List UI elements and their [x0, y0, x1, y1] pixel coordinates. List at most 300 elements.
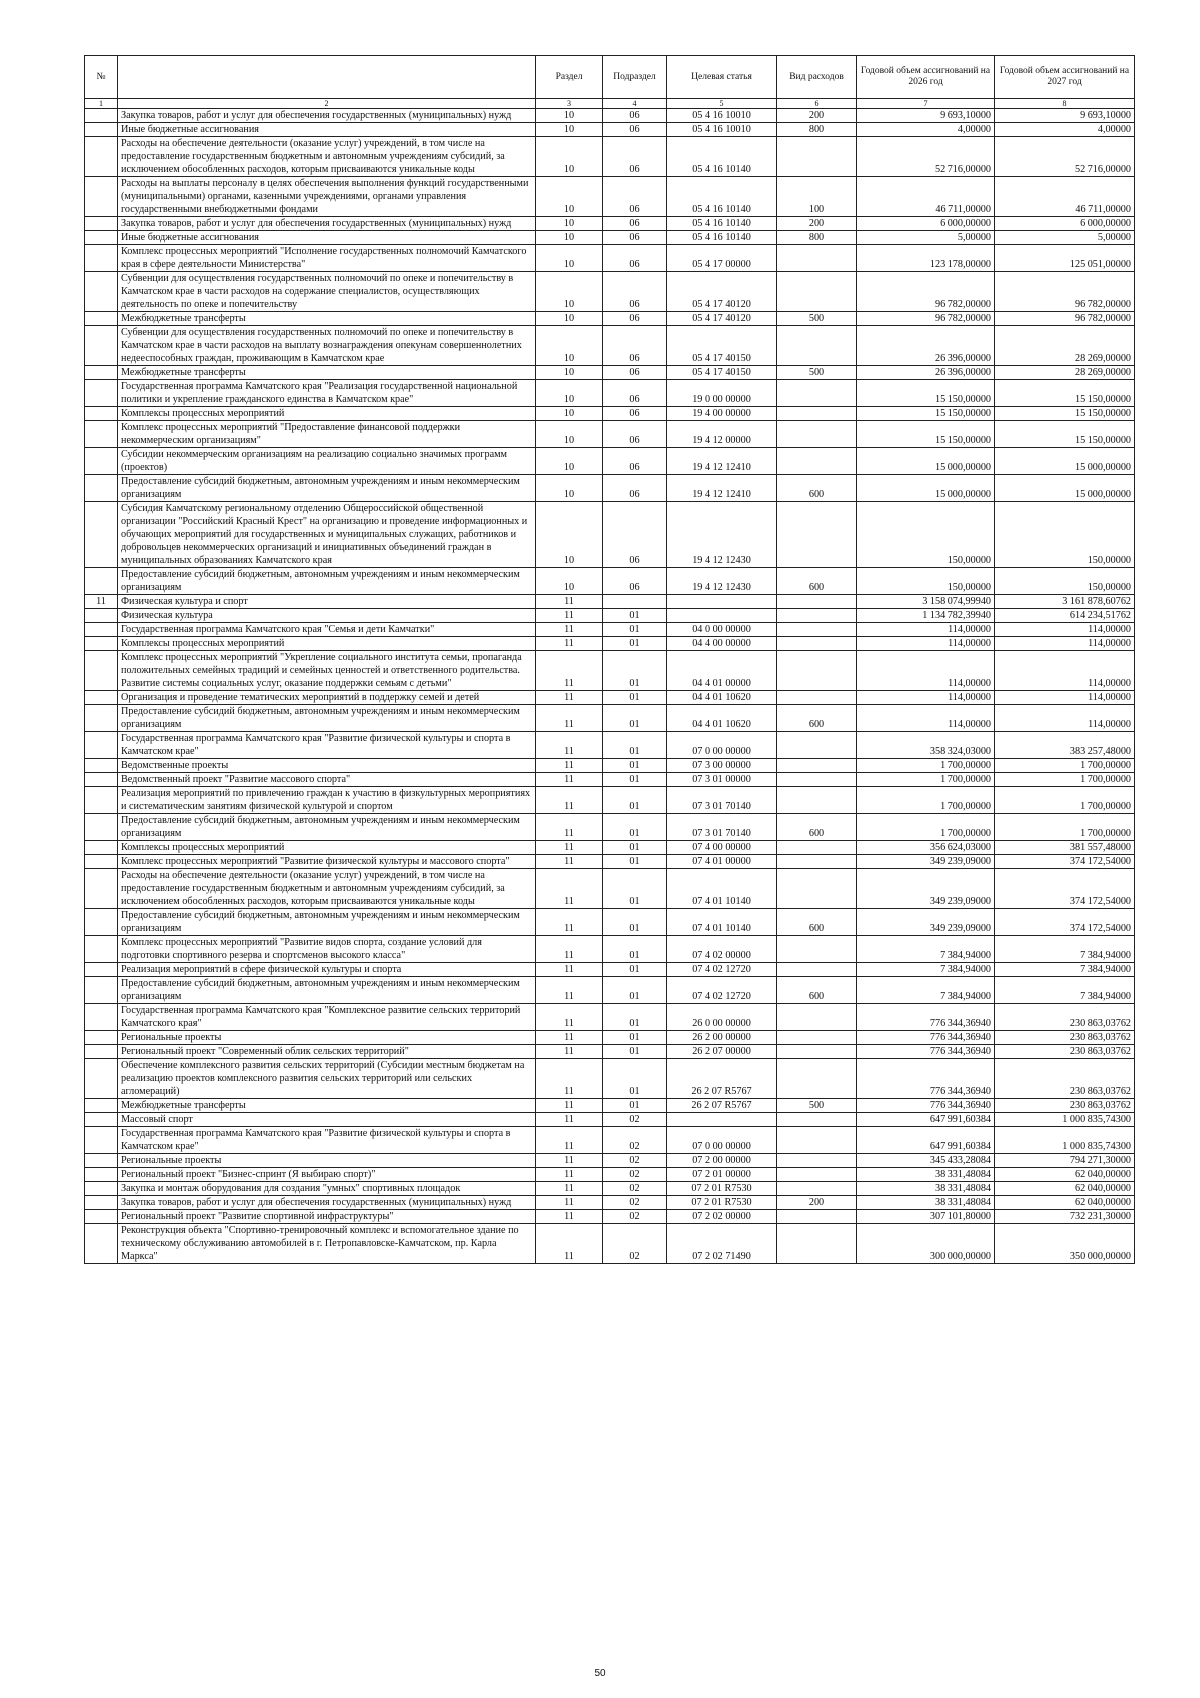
row-expense-type	[777, 326, 857, 366]
row-subsection: 01	[603, 841, 667, 855]
row-volume-2026: 1 700,00000	[857, 787, 995, 814]
row-number	[85, 1127, 118, 1154]
row-name: Комплекс процессных мероприятий "Развитие видов спорта, создание условий для подготовки спортивного резерва и спортсменов высокого класса"	[118, 936, 536, 963]
row-subsection: 01	[603, 787, 667, 814]
row-name: Государственная программа Камчатского края "Реализация государственной национальной политики и укрепление гражданского единства в Камчатском крае"	[118, 380, 536, 407]
table-row	[85, 909, 1135, 936]
table-row	[85, 595, 1135, 609]
row-section: 10	[536, 217, 603, 231]
row-volume-2026: 114,00000	[857, 637, 995, 651]
row-section: 11	[536, 1127, 603, 1154]
row-volume-2026: 356 624,03000	[857, 841, 995, 855]
header-number-row	[85, 99, 1135, 109]
row-subsection: 01	[603, 732, 667, 759]
row-number	[85, 1224, 118, 1264]
row-number	[85, 137, 118, 177]
row-number	[85, 705, 118, 732]
row-volume-2026: 9 693,10000	[857, 109, 995, 123]
row-section: 10	[536, 109, 603, 123]
table-row	[85, 1168, 1135, 1182]
row-number	[85, 1045, 118, 1059]
row-section: 11	[536, 705, 603, 732]
row-section: 10	[536, 448, 603, 475]
row-number	[85, 245, 118, 272]
row-subsection: 01	[603, 773, 667, 787]
row-number	[85, 759, 118, 773]
row-volume-2026: 647 991,60384	[857, 1127, 995, 1154]
row-volume-2026: 114,00000	[857, 691, 995, 705]
row-subsection: 02	[603, 1127, 667, 1154]
row-section: 11	[536, 651, 603, 691]
row-volume-2027: 1 700,00000	[995, 759, 1135, 773]
row-volume-2027: 732 231,30000	[995, 1210, 1135, 1224]
row-name: Предоставление субсидий бюджетным, автономным учреждениям и иным некоммерческим организациям	[118, 977, 536, 1004]
row-number	[85, 123, 118, 137]
row-target-article: 07 0 00 00000	[667, 732, 777, 759]
row-volume-2027: 1 000 835,74300	[995, 1113, 1135, 1127]
table-row	[85, 1210, 1135, 1224]
row-target-article: 26 2 00 00000	[667, 1031, 777, 1045]
row-section: 11	[536, 595, 603, 609]
row-volume-2026: 38 331,48084	[857, 1182, 995, 1196]
row-name: Государственная программа Камчатского края "Комплексное развитие сельских территорий Камчатского края"	[118, 1004, 536, 1031]
row-volume-2027: 114,00000	[995, 705, 1135, 732]
col-index: 5	[667, 99, 777, 109]
row-volume-2027: 15 150,00000	[995, 421, 1135, 448]
row-target-article: 19 0 00 00000	[667, 380, 777, 407]
row-volume-2027: 15 000,00000	[995, 475, 1135, 502]
row-name: Межбюджетные трансферты	[118, 1099, 536, 1113]
row-number	[85, 407, 118, 421]
row-volume-2027: 15 150,00000	[995, 380, 1135, 407]
row-expense-type	[777, 963, 857, 977]
row-expense-type	[777, 448, 857, 475]
table-row	[85, 231, 1135, 245]
row-volume-2026: 776 344,36940	[857, 1099, 995, 1113]
col-header-volume-2026: Годовой объем ассигнований на 2026 год	[857, 56, 995, 99]
row-subsection: 02	[603, 1182, 667, 1196]
table-row	[85, 137, 1135, 177]
row-expense-type	[777, 637, 857, 651]
row-subsection: 01	[603, 1059, 667, 1099]
row-volume-2026: 15 000,00000	[857, 448, 995, 475]
row-volume-2027: 125 051,00000	[995, 245, 1135, 272]
row-volume-2026: 96 782,00000	[857, 312, 995, 326]
row-number	[85, 1182, 118, 1196]
row-name: Государственная программа Камчатского края "Развитие физической культуры и спорта в Камчатском крае"	[118, 1127, 536, 1154]
row-volume-2027: 7 384,94000	[995, 936, 1135, 963]
row-volume-2026: 15 150,00000	[857, 421, 995, 448]
row-section: 11	[536, 963, 603, 977]
table-row	[85, 1127, 1135, 1154]
row-volume-2026: 349 239,09000	[857, 909, 995, 936]
row-target-article: 26 2 07 00000	[667, 1045, 777, 1059]
row-name: Предоставление субсидий бюджетным, автономным учреждениям и иным некоммерческим организациям	[118, 475, 536, 502]
row-section: 11	[536, 1113, 603, 1127]
row-name: Физическая культура	[118, 609, 536, 623]
row-target-article: 05 4 16 10010	[667, 123, 777, 137]
row-target-article	[667, 595, 777, 609]
row-expense-type: 600	[777, 909, 857, 936]
row-section: 11	[536, 841, 603, 855]
table-row	[85, 1045, 1135, 1059]
row-expense-type	[777, 609, 857, 623]
row-number	[85, 869, 118, 909]
row-target-article: 07 2 01 00000	[667, 1168, 777, 1182]
row-target-article: 04 4 01 10620	[667, 705, 777, 732]
row-volume-2027: 150,00000	[995, 502, 1135, 568]
row-number	[85, 1168, 118, 1182]
row-expense-type	[777, 855, 857, 869]
row-section: 10	[536, 123, 603, 137]
row-expense-type	[777, 595, 857, 609]
row-subsection: 01	[603, 936, 667, 963]
row-subsection: 02	[603, 1210, 667, 1224]
row-name: Субвенции для осуществления государственных полномочий по опеке и попечительству в Камчатском крае в части расходов на содержание специалистов, осуществляющих деятельность по опеке и попечительству	[118, 272, 536, 312]
row-target-article: 26 0 00 00000	[667, 1004, 777, 1031]
row-expense-type	[777, 1182, 857, 1196]
row-expense-type	[777, 651, 857, 691]
table-row	[85, 568, 1135, 595]
row-volume-2026: 345 433,28084	[857, 1154, 995, 1168]
row-expense-type	[777, 1004, 857, 1031]
row-section: 11	[536, 1182, 603, 1196]
row-volume-2027: 114,00000	[995, 637, 1135, 651]
row-expense-type	[777, 1210, 857, 1224]
row-number	[85, 109, 118, 123]
row-expense-type: 600	[777, 814, 857, 841]
row-name: Расходы на обеспечение деятельности (оказание услуг) учреждений, в том числе на предоставление государственным бюджетным и автономным учреждениям субсидий, за исключением обособленных расходов, которым присваиваются уникальные коды	[118, 869, 536, 909]
col-index: 7	[857, 99, 995, 109]
row-target-article: 07 2 02 71490	[667, 1224, 777, 1264]
row-volume-2026: 38 331,48084	[857, 1196, 995, 1210]
row-subsection: 06	[603, 407, 667, 421]
table-row	[85, 448, 1135, 475]
row-expense-type: 800	[777, 123, 857, 137]
row-volume-2026: 349 239,09000	[857, 869, 995, 909]
row-subsection: 06	[603, 312, 667, 326]
row-target-article: 04 0 00 00000	[667, 623, 777, 637]
row-volume-2026: 3 158 074,99940	[857, 595, 995, 609]
row-subsection: 02	[603, 1224, 667, 1264]
row-number	[85, 841, 118, 855]
row-name: Иные бюджетные ассигнования	[118, 123, 536, 137]
row-volume-2027: 52 716,00000	[995, 137, 1135, 177]
row-volume-2027: 374 172,54000	[995, 855, 1135, 869]
row-name: Расходы на выплаты персоналу в целях обеспечения выполнения функций государственными (муниципальными) органами, казенными учреждениями, органами управления государственными внебюджетными фондами	[118, 177, 536, 217]
row-number	[85, 691, 118, 705]
row-subsection: 01	[603, 869, 667, 909]
row-expense-type: 500	[777, 312, 857, 326]
row-name: Комплекс процессных мероприятий "Развитие физической культуры и массового спорта"	[118, 855, 536, 869]
col-index: 4	[603, 99, 667, 109]
row-expense-type	[777, 1168, 857, 1182]
row-number	[85, 231, 118, 245]
row-name: Закупка товаров, работ и услуг для обеспечения государственных (муниципальных) нужд	[118, 1196, 536, 1210]
row-volume-2027: 230 863,03762	[995, 1059, 1135, 1099]
row-subsection: 06	[603, 475, 667, 502]
table-row	[85, 759, 1135, 773]
row-subsection: 06	[603, 568, 667, 595]
row-volume-2027: 3 161 878,60762	[995, 595, 1135, 609]
row-volume-2027: 150,00000	[995, 568, 1135, 595]
row-target-article: 07 4 01 10140	[667, 869, 777, 909]
row-name: Субвенции для осуществления государственных полномочий по опеке и попечительству в Камчатском крае в части расходов на выплату вознаграждения опекунам совершеннолетних недееспособных граждан, проживающим в Камчатском крае	[118, 326, 536, 366]
table-row	[85, 217, 1135, 231]
row-name: Предоставление субсидий бюджетным, автономным учреждениям и иным некоммерческим организациям	[118, 705, 536, 732]
row-target-article: 07 4 02 12720	[667, 963, 777, 977]
row-section: 11	[536, 609, 603, 623]
col-index: 1	[85, 99, 118, 109]
row-target-article: 07 3 01 70140	[667, 814, 777, 841]
table-row	[85, 787, 1135, 814]
row-expense-type: 200	[777, 217, 857, 231]
row-number	[85, 1113, 118, 1127]
row-expense-type	[777, 245, 857, 272]
row-target-article: 05 4 17 40120	[667, 272, 777, 312]
table-row	[85, 977, 1135, 1004]
row-section: 11	[536, 787, 603, 814]
row-volume-2026: 1 134 782,39940	[857, 609, 995, 623]
row-number	[85, 1059, 118, 1099]
row-volume-2027: 1 000 835,74300	[995, 1127, 1135, 1154]
row-volume-2026: 150,00000	[857, 502, 995, 568]
row-volume-2026: 96 782,00000	[857, 272, 995, 312]
col-header-expense-type: Вид расходов	[777, 56, 857, 99]
row-expense-type	[777, 137, 857, 177]
budget-table-sheet	[84, 55, 1134, 1264]
row-subsection: 06	[603, 245, 667, 272]
row-section: 11	[536, 909, 603, 936]
row-volume-2026: 307 101,80000	[857, 1210, 995, 1224]
row-volume-2026: 349 239,09000	[857, 855, 995, 869]
row-section: 11	[536, 1004, 603, 1031]
row-number	[85, 936, 118, 963]
row-volume-2026: 15 000,00000	[857, 475, 995, 502]
row-section: 11	[536, 977, 603, 1004]
row-subsection: 01	[603, 691, 667, 705]
row-target-article: 05 4 17 40150	[667, 326, 777, 366]
row-target-article	[667, 1113, 777, 1127]
table-row	[85, 1031, 1135, 1045]
table-row	[85, 691, 1135, 705]
table-row	[85, 177, 1135, 217]
table-row	[85, 1224, 1135, 1264]
row-volume-2026: 7 384,94000	[857, 977, 995, 1004]
table-row	[85, 609, 1135, 623]
row-target-article: 19 4 12 12410	[667, 448, 777, 475]
row-number	[85, 502, 118, 568]
row-target-article: 19 4 12 00000	[667, 421, 777, 448]
row-name: Региональный проект "Развитие спортивной инфраструктуры"	[118, 1210, 536, 1224]
row-section: 10	[536, 502, 603, 568]
row-expense-type	[777, 691, 857, 705]
row-name: Предоставление субсидий бюджетным, автономным учреждениям и иным некоммерческим организациям	[118, 909, 536, 936]
row-subsection: 06	[603, 177, 667, 217]
row-volume-2026: 150,00000	[857, 568, 995, 595]
row-volume-2026: 7 384,94000	[857, 963, 995, 977]
col-header-name	[118, 56, 536, 99]
row-volume-2026: 114,00000	[857, 651, 995, 691]
row-volume-2026: 776 344,36940	[857, 1031, 995, 1045]
row-name: Реконструкция объекта "Спортивно-тренировочный комплекс и вспомогательное здание по техническому обслуживанию автомобилей в г. Петропавловске-Камчатском, пр. Карла Маркса"	[118, 1224, 536, 1264]
row-section: 10	[536, 326, 603, 366]
row-expense-type	[777, 1059, 857, 1099]
table-row	[85, 502, 1135, 568]
row-target-article: 05 4 16 10140	[667, 217, 777, 231]
row-target-article: 07 2 02 00000	[667, 1210, 777, 1224]
row-volume-2026: 776 344,36940	[857, 1004, 995, 1031]
row-volume-2026: 52 716,00000	[857, 137, 995, 177]
row-volume-2027: 62 040,00000	[995, 1196, 1135, 1210]
row-subsection: 06	[603, 380, 667, 407]
col-index: 2	[118, 99, 536, 109]
row-volume-2026: 300 000,00000	[857, 1224, 995, 1264]
row-subsection: 01	[603, 759, 667, 773]
row-subsection: 01	[603, 1031, 667, 1045]
table-row	[85, 421, 1135, 448]
row-number	[85, 380, 118, 407]
row-subsection: 06	[603, 326, 667, 366]
row-subsection: 06	[603, 272, 667, 312]
row-name: Иные бюджетные ассигнования	[118, 231, 536, 245]
row-number	[85, 312, 118, 326]
row-number	[85, 326, 118, 366]
row-subsection: 06	[603, 217, 667, 231]
table-row	[85, 1196, 1135, 1210]
row-name: Межбюджетные трансферты	[118, 312, 536, 326]
row-volume-2026: 114,00000	[857, 705, 995, 732]
row-name: Предоставление субсидий бюджетным, автономным учреждениям и иным некоммерческим организациям	[118, 568, 536, 595]
row-number	[85, 475, 118, 502]
row-name: Субсидия Камчатскому региональному отделению Общероссийской общественной организации "Российский Красный Крест" на организацию и проведение информационных и обучающих мероприятий для государственных и муниципальных служащих, работников и добровольцев некоммерческих организаций и инициативных объединений граждан в муниципальных образованиях Камчатского края	[118, 502, 536, 568]
row-number	[85, 448, 118, 475]
row-name: Комплексы процессных мероприятий	[118, 407, 536, 421]
row-section: 10	[536, 568, 603, 595]
row-name: Закупка товаров, работ и услуг для обеспечения государственных (муниципальных) нужд	[118, 217, 536, 231]
row-section: 10	[536, 421, 603, 448]
row-expense-type	[777, 421, 857, 448]
row-target-article: 07 2 01 R7530	[667, 1196, 777, 1210]
table-row	[85, 1059, 1135, 1099]
row-section: 11	[536, 1168, 603, 1182]
row-section: 11	[536, 869, 603, 909]
row-expense-type	[777, 773, 857, 787]
row-number: 11	[85, 595, 118, 609]
row-subsection: 06	[603, 231, 667, 245]
row-name: Расходы на обеспечение деятельности (оказание услуг) учреждений, в том числе на предоставление государственным бюджетным и автономным учреждениям субсидий, за исключением обособленных расходов, которым присваиваются уникальные коды	[118, 137, 536, 177]
table-body	[85, 109, 1135, 1264]
row-expense-type	[777, 1031, 857, 1045]
row-name: Комплекс процессных мероприятий "Исполнение государственных полномочий Камчатского края в сфере деятельности Министерства"	[118, 245, 536, 272]
row-section: 10	[536, 137, 603, 177]
row-target-article: 07 2 00 00000	[667, 1154, 777, 1168]
row-section: 10	[536, 380, 603, 407]
row-number	[85, 609, 118, 623]
row-volume-2026: 114,00000	[857, 623, 995, 637]
row-target-article: 05 4 16 10140	[667, 177, 777, 217]
row-name: Закупка и монтаж оборудования для создания "умных" спортивных площадок	[118, 1182, 536, 1196]
row-number	[85, 568, 118, 595]
row-section: 10	[536, 475, 603, 502]
row-name: Предоставление субсидий бюджетным, автономным учреждениям и иным некоммерческим организациям	[118, 814, 536, 841]
row-volume-2027: 7 384,94000	[995, 977, 1135, 1004]
row-number	[85, 1196, 118, 1210]
row-name: Комплексы процессных мероприятий	[118, 841, 536, 855]
row-number	[85, 366, 118, 380]
row-volume-2027: 28 269,00000	[995, 366, 1135, 380]
row-expense-type	[777, 1154, 857, 1168]
row-target-article: 07 3 01 70140	[667, 787, 777, 814]
row-target-article: 04 4 01 00000	[667, 651, 777, 691]
row-section: 10	[536, 245, 603, 272]
table-row	[85, 1182, 1135, 1196]
row-name: Государственная программа Камчатского края "Развитие физической культуры и спорта в Камчатском крае"	[118, 732, 536, 759]
row-subsection: 02	[603, 1196, 667, 1210]
row-volume-2027: 230 863,03762	[995, 1004, 1135, 1031]
row-number	[85, 421, 118, 448]
row-volume-2027: 794 271,30000	[995, 1154, 1135, 1168]
row-target-article: 07 2 01 R7530	[667, 1182, 777, 1196]
row-subsection: 01	[603, 1004, 667, 1031]
row-volume-2027: 230 863,03762	[995, 1099, 1135, 1113]
row-name: Закупка товаров, работ и услуг для обеспечения государственных (муниципальных) нужд	[118, 109, 536, 123]
row-volume-2027: 46 711,00000	[995, 177, 1135, 217]
row-volume-2027: 1 700,00000	[995, 814, 1135, 841]
row-name: Региональный проект "Бизнес-спринт (Я выбираю спорт)"	[118, 1168, 536, 1182]
table-row	[85, 732, 1135, 759]
row-expense-type	[777, 787, 857, 814]
row-number	[85, 977, 118, 1004]
row-name: Региональные проекты	[118, 1031, 536, 1045]
row-subsection: 01	[603, 609, 667, 623]
row-number	[85, 177, 118, 217]
table-row	[85, 312, 1135, 326]
row-number	[85, 1154, 118, 1168]
row-volume-2026: 647 991,60384	[857, 1113, 995, 1127]
row-target-article: 19 4 00 00000	[667, 407, 777, 421]
row-expense-type: 600	[777, 977, 857, 1004]
row-target-article: 26 2 07 R5767	[667, 1059, 777, 1099]
row-name: Региональные проекты	[118, 1154, 536, 1168]
row-volume-2026: 1 700,00000	[857, 814, 995, 841]
row-subsection: 01	[603, 651, 667, 691]
row-volume-2027: 28 269,00000	[995, 326, 1135, 366]
table-row	[85, 705, 1135, 732]
row-volume-2027: 383 257,48000	[995, 732, 1135, 759]
row-volume-2027: 1 700,00000	[995, 787, 1135, 814]
row-volume-2026: 5,00000	[857, 231, 995, 245]
row-target-article: 07 4 01 10140	[667, 909, 777, 936]
row-volume-2026: 7 384,94000	[857, 936, 995, 963]
row-number	[85, 623, 118, 637]
row-number	[85, 651, 118, 691]
row-expense-type	[777, 1045, 857, 1059]
table-row	[85, 475, 1135, 502]
row-expense-type	[777, 841, 857, 855]
row-subsection: 01	[603, 977, 667, 1004]
row-section: 11	[536, 814, 603, 841]
row-name: Реализация мероприятий в сфере физической культуры и спорта	[118, 963, 536, 977]
row-section: 11	[536, 936, 603, 963]
row-number	[85, 814, 118, 841]
row-volume-2027: 614 234,51762	[995, 609, 1135, 623]
table-row	[85, 855, 1135, 869]
row-volume-2027: 374 172,54000	[995, 909, 1135, 936]
row-number	[85, 787, 118, 814]
col-index: 3	[536, 99, 603, 109]
row-target-article: 04 4 01 10620	[667, 691, 777, 705]
